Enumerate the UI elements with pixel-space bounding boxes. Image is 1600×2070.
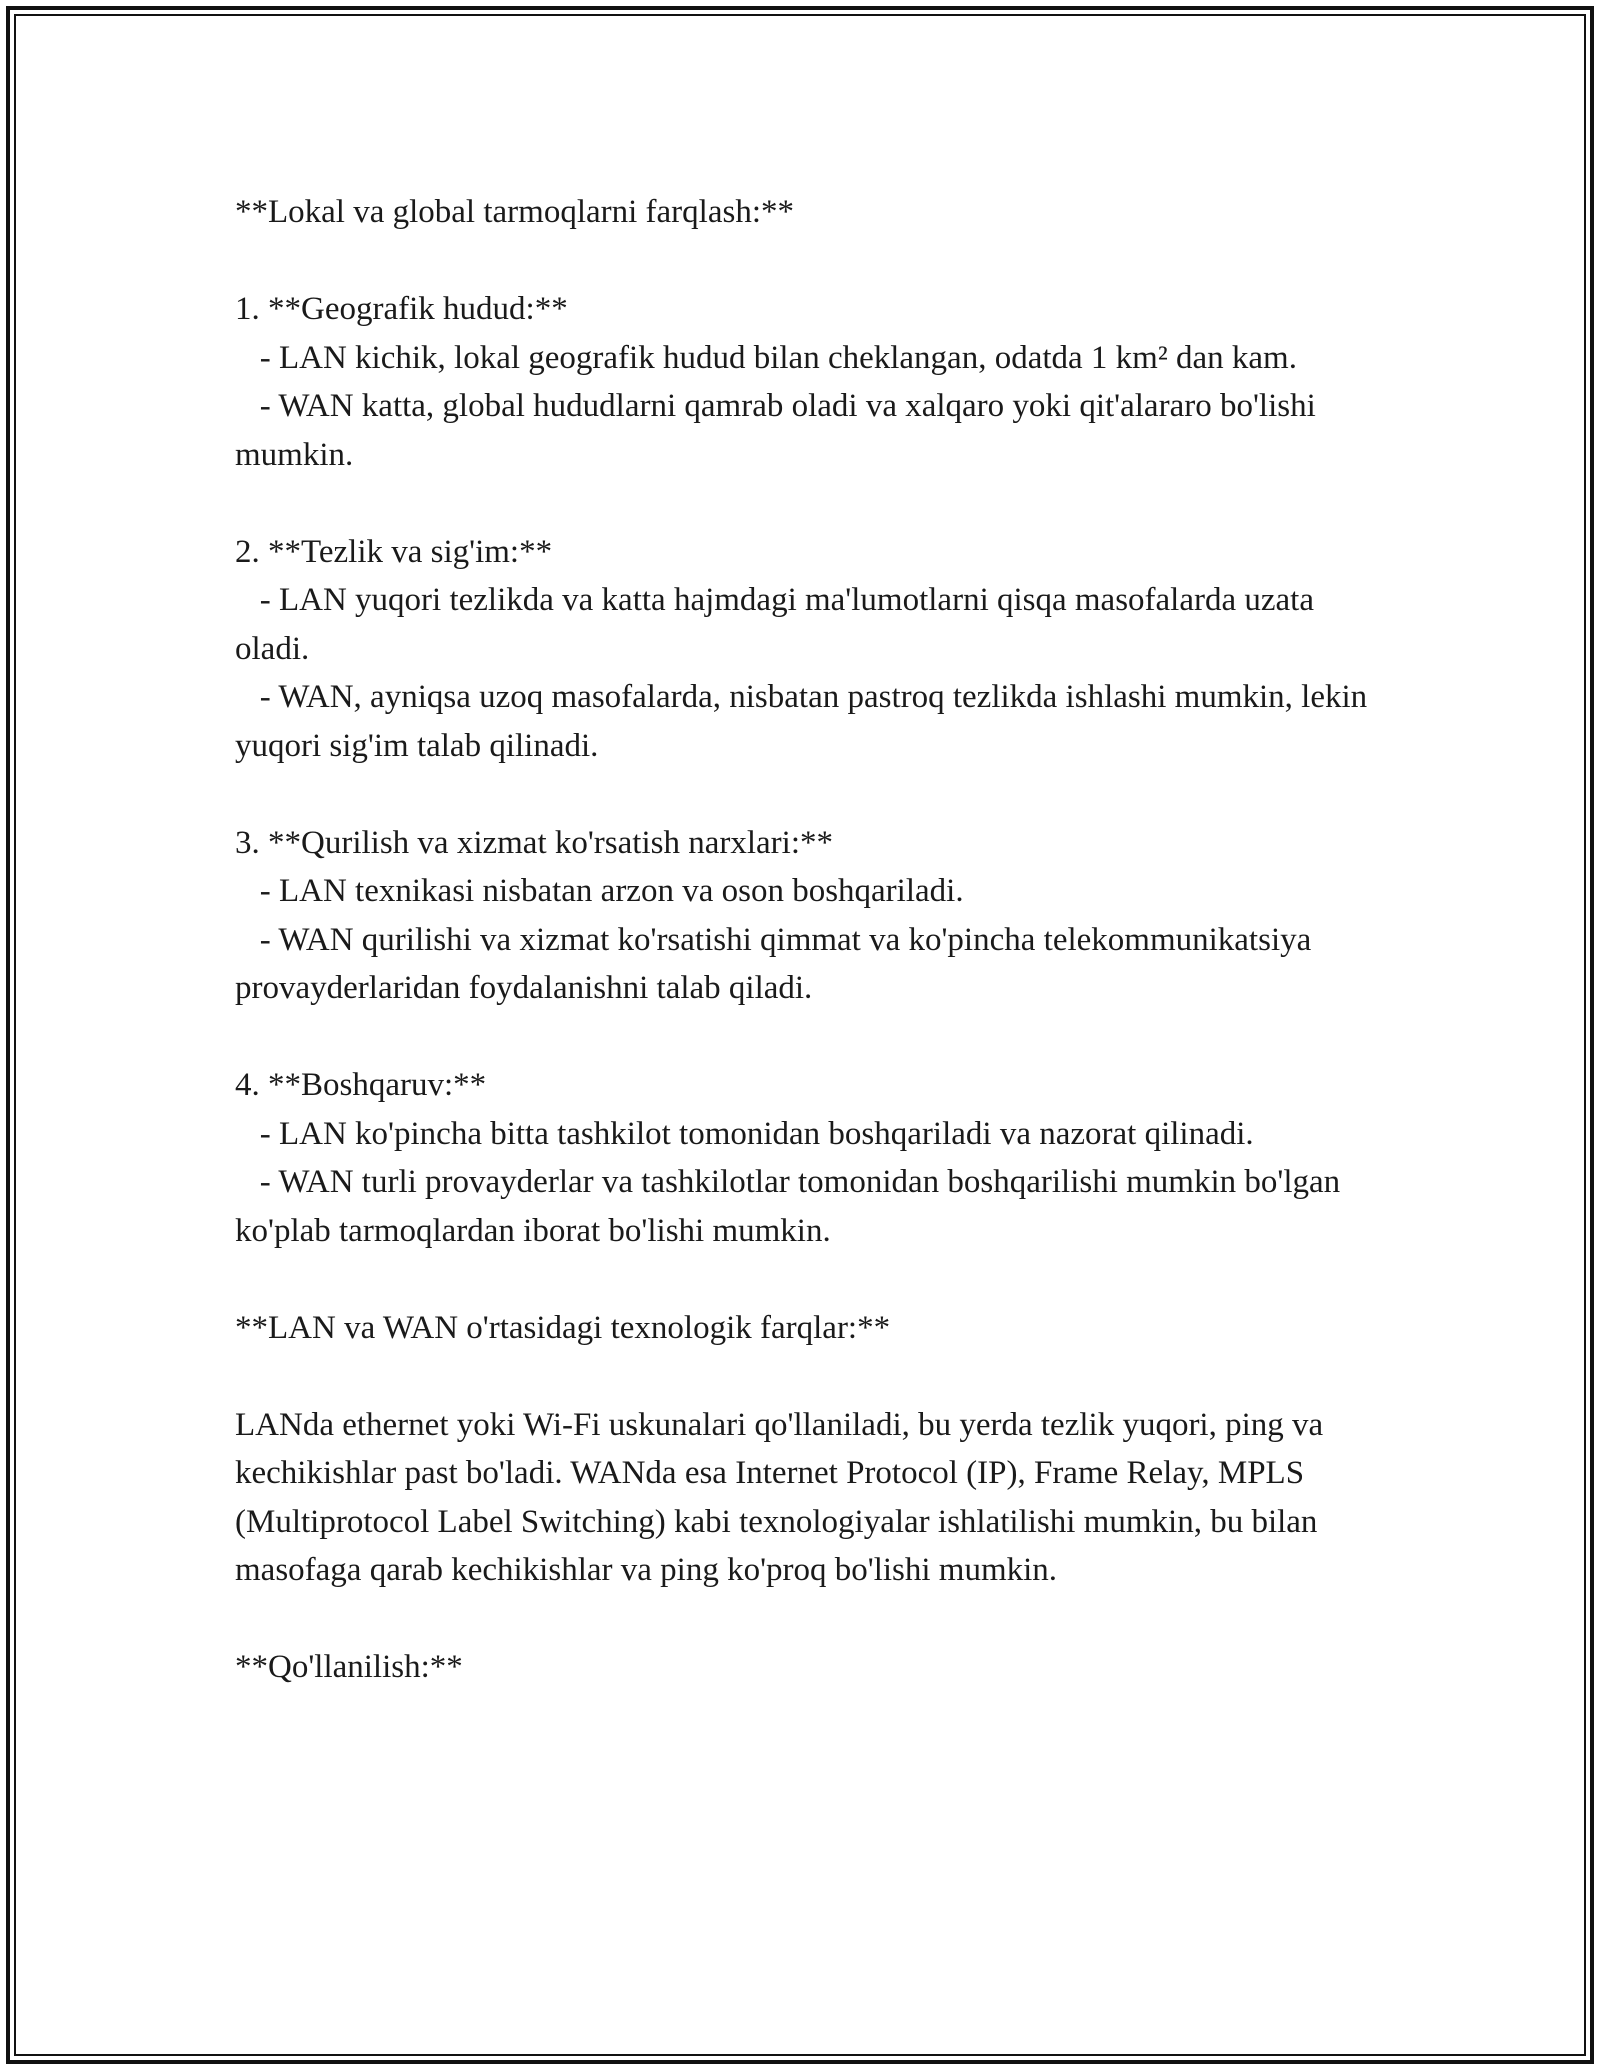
section-boshqaruv xyxy=(235,1061,1375,1255)
spacer xyxy=(235,1352,1375,1401)
spacer xyxy=(235,1595,1375,1644)
section-bullet: - LAN kichik, lokal geografik hudud bilan cheklangan, odatda 1 km² dan kam. xyxy=(235,339,1297,376)
tech-paragraph: LANda ethernet yoki Wi-Fi uskunalari qo'llaniladi, bu yerda tezlik yuqori, ping va kechikishlar past bo'ladi. WANda esa Internet Protocol (IP), Frame Relay, MPLS (Multiprotocol Label Switching) kabi texnologiyalar ishlatilishi mumkin, bu bilan masofaga qarab kechikishlar va ping ko'proq bo'lishi mumkin. xyxy=(235,1406,1332,1588)
spacer xyxy=(235,1013,1375,1062)
section-title: 3. **Qurilish va xizmat ko'rsatish narxlari:** xyxy=(235,824,833,861)
section-title: 2. **Tezlik va sig'im:** xyxy=(235,533,553,570)
document-heading: **Lokal va global tarmoqlarni farqlash:** xyxy=(235,194,795,230)
section-tezlik-va-sigim xyxy=(235,528,1375,771)
section-bullet: - WAN turli provayderlar va tashkilotlar tomonidan boshqarilishi mumkin bo'lgan ko'plab tarmoqlardan iborat bo'lishi mumkin. xyxy=(235,1164,1349,1249)
section-bullet: - LAN texnikasi nisbatan arzon va oson boshqariladi. xyxy=(235,873,964,909)
spacer xyxy=(235,1255,1375,1304)
section-bullet: - WAN, ayniqsa uzoq masofalarda, nisbatan pastroq tezlikda ishlashi mumkin, lekin yuqori sig'im talab qilinadi. xyxy=(235,679,1376,764)
section-bullet: - LAN ko'pincha bitta tashkilot tomonidan boshqariladi va nazorat qilinadi. xyxy=(235,1115,1254,1152)
document-body xyxy=(235,188,1375,1692)
section-title: 1. **Geografik hudud:** xyxy=(235,291,568,327)
section-qurilish-narxlari xyxy=(235,819,1375,1013)
spacer xyxy=(235,479,1375,528)
section-bullet: - LAN yuqori tezlikda va katta hajmdagi ma'lumotlarni qisqa masofalarda uzata oladi. xyxy=(235,582,1323,667)
section-bullet: - WAN katta, global hududlarni qamrab oladi va xalqaro yoki qit'alararo bo'lishi mumkin. xyxy=(235,388,1324,473)
section-geografik-hudud xyxy=(235,285,1375,479)
usage-heading: **Qo'llanilish:** xyxy=(235,1649,463,1685)
spacer xyxy=(235,237,1375,286)
tech-heading: **LAN va WAN o'rtasidagi texnologik farqlar:** xyxy=(235,1309,891,1346)
spacer xyxy=(235,770,1375,819)
section-title: 4. **Boshqaruv:** xyxy=(235,1067,487,1103)
section-bullet: - WAN qurilishi va xizmat ko'rsatishi qimmat va ko'pincha telekommunikatsiya provayderlaridan foydalanishni talab qiladi. xyxy=(235,921,1320,1006)
